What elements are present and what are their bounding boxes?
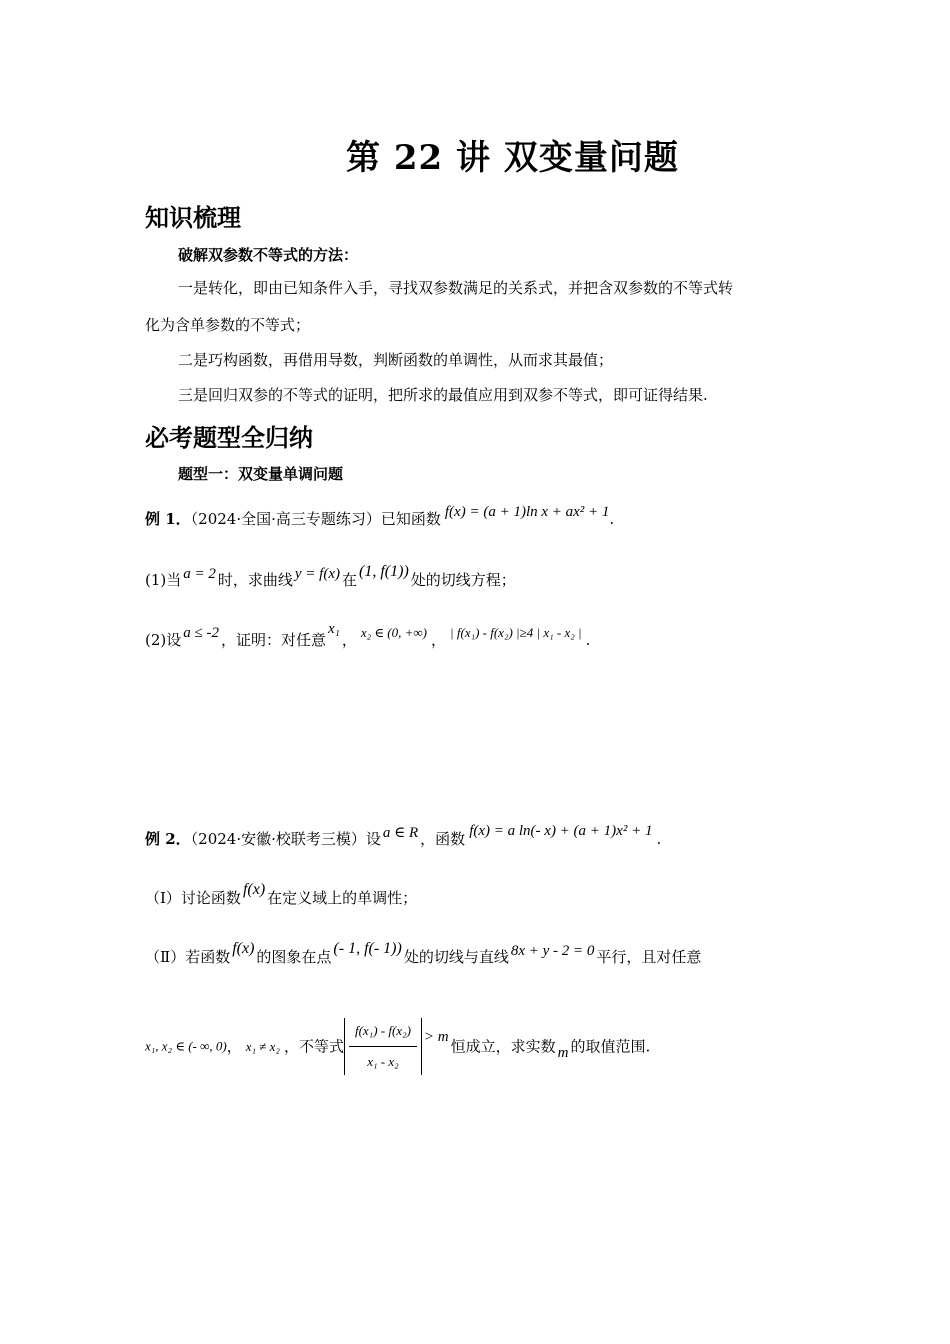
qII-prefix: （Ⅱ）若函数	[145, 948, 231, 966]
type-1-heading: 题型一：双变量单调问题	[178, 465, 344, 483]
qI-end: 在定义域上的单调性；	[267, 889, 418, 907]
q1-condition: a = 2	[183, 566, 216, 582]
qII-abs-fraction	[344, 1018, 422, 1075]
qII-end: 平行，且对任意	[596, 948, 702, 966]
example-2-question-1	[145, 881, 418, 910]
qII-denominator: x₁ - x₂	[367, 1054, 399, 1069]
method-para-1-line-2: 化为含单参数的不等式；	[145, 316, 311, 334]
example-2-question-2	[145, 940, 702, 969]
qII-cond-end: 的取值范围.	[570, 1037, 651, 1056]
qII-vars: x₁, x₂ ∈ (- ∞, 0)	[145, 1038, 227, 1054]
qII-greater-m: > m	[423, 1028, 449, 1045]
method-para-2: 二是巧构函数，再借用导数，判断函数的单调性，从而求其最值；	[178, 351, 614, 369]
q2-x2-domain: x₂ ∈ (0, +∞)	[360, 625, 428, 640]
qII-point: (- 1, f(- 1))	[333, 940, 402, 957]
method-para-1-line-1: 一是转化，即由已知条件入手，寻找双参数满足的关系式，并把含双参数的不等式转	[178, 279, 734, 297]
example-1-end: .	[609, 510, 615, 528]
qI-function: f(x)	[242, 881, 266, 898]
q1-mid: 时，求曲线	[217, 571, 293, 589]
q2-x1: x₁	[328, 621, 340, 637]
example-2-stem	[145, 823, 662, 851]
example-2-condition: a ∈ R	[382, 825, 419, 841]
q1-at: 在	[342, 571, 358, 589]
qII-m: m	[557, 1044, 569, 1061]
example-1-formula: f(x) = (a + 1)ln x + ax² + 1	[444, 504, 610, 520]
qII-mid: 的图象在点	[256, 948, 332, 966]
example-1-stem	[145, 504, 615, 531]
q1-prefix: (1)当	[145, 571, 182, 589]
example-1-question-1	[145, 563, 516, 592]
q2-condition: a ≤ -2	[183, 625, 219, 641]
qII-numerator: f(x₁) - f(x₂)	[349, 1020, 417, 1047]
q2-sep: ，	[341, 631, 357, 649]
q1-point: (1, f(1))	[359, 563, 409, 580]
q2-end: .	[585, 631, 591, 649]
example-1-source: （2024·全国·高三专题练习）已知函数	[190, 510, 441, 528]
example-2-question-2-cont	[145, 1018, 650, 1075]
q2-inequality: | f(x₁) - f(x₂) |≥4 | x₁ - x₂ |	[450, 625, 582, 640]
qI-prefix: （Ⅰ）讨论函数	[145, 889, 241, 907]
q1-curve: y = f(x)	[294, 566, 340, 582]
example-1-label: 例 1．	[145, 510, 191, 528]
section-heading-types: 必考题型全归纳	[145, 423, 313, 452]
q1-end: 处的切线方程；	[410, 571, 516, 589]
method-para-3: 三是回归双参的不等式的证明，把所求的最值应用到双参不等式，即可证得结果.	[178, 386, 708, 404]
qII-cond-mid2: 恒成立，求实数	[450, 1037, 556, 1056]
page-title: 第 22 讲 双变量问题	[346, 138, 679, 178]
q2-mid: ，证明：对任意	[220, 631, 326, 649]
qII-cond-mid: ，不等式	[283, 1037, 344, 1056]
example-2-end: .	[656, 830, 662, 848]
example-1-question-2	[145, 621, 591, 652]
method-subheading: 破解双参数不等式的方法：	[178, 246, 359, 264]
q2-sep2: ，	[431, 631, 447, 649]
example-2-source: （2024·安徽·校联考三模）设	[190, 830, 381, 848]
q2-prefix: (2)设	[145, 631, 182, 649]
example-2-mid: ，函数	[420, 830, 466, 848]
example-2-label: 例 2．	[145, 830, 191, 848]
qII-sep: ，	[226, 1037, 242, 1056]
example-2-formula: f(x) = a ln(- x) + (a + 1)x² + 1	[469, 823, 653, 839]
qII-neq: x₁ ≠ x₂	[245, 1038, 280, 1054]
qII-line: 8x + y - 2 = 0	[510, 943, 595, 959]
section-heading-knowledge: 知识梳理	[145, 203, 241, 232]
qII-function: f(x)	[232, 940, 255, 957]
qII-mid2: 处的切线与直线	[403, 948, 509, 966]
